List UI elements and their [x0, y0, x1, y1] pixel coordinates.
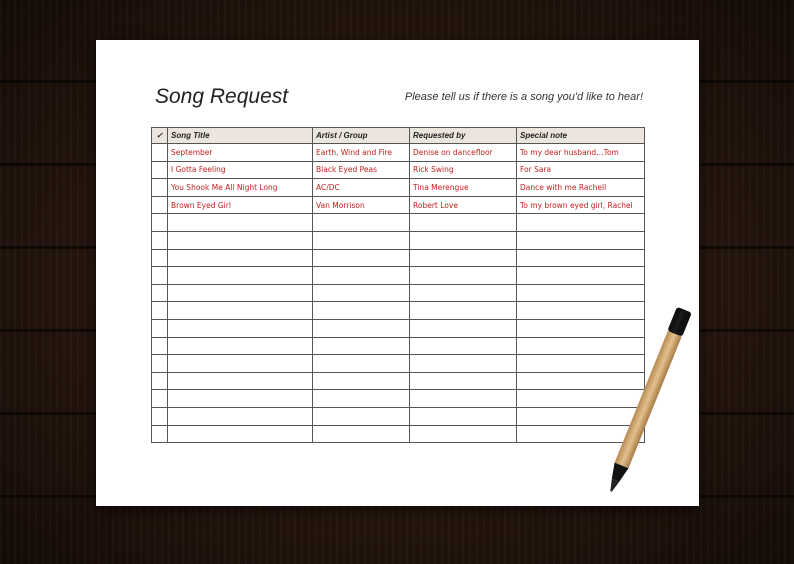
song-title-cell[interactable]: I Gotta Feeling: [168, 161, 313, 179]
song-title-cell[interactable]: [168, 390, 313, 408]
table-row: [152, 249, 645, 267]
artist-cell[interactable]: [313, 249, 410, 267]
column-header-artist: Artist / Group: [313, 128, 410, 144]
artist-cell[interactable]: [313, 267, 410, 285]
special-note-cell[interactable]: [517, 231, 645, 249]
requested-by-cell[interactable]: [410, 337, 517, 355]
artist-cell[interactable]: [313, 302, 410, 320]
requested-by-cell[interactable]: Rick Swing: [410, 161, 517, 179]
requested-by-cell[interactable]: [410, 390, 517, 408]
checkbox-cell[interactable]: [152, 144, 168, 162]
pen-icon: [588, 290, 708, 500]
artist-cell[interactable]: [313, 425, 410, 443]
artist-cell[interactable]: [313, 319, 410, 337]
requested-by-cell[interactable]: Denise on dancefloor: [410, 144, 517, 162]
checkbox-cell[interactable]: [152, 284, 168, 302]
artist-cell[interactable]: [313, 355, 410, 373]
artist-cell[interactable]: [313, 407, 410, 425]
song-title-cell[interactable]: [168, 231, 313, 249]
song-title-cell[interactable]: [168, 319, 313, 337]
checkbox-cell[interactable]: [152, 355, 168, 373]
requested-by-cell[interactable]: Tina Merengue: [410, 179, 517, 197]
checkbox-cell[interactable]: [152, 302, 168, 320]
artist-cell[interactable]: Black Eyed Peas: [313, 161, 410, 179]
song-title-cell[interactable]: [168, 284, 313, 302]
special-note-cell[interactable]: [517, 249, 645, 267]
song-request-table: [151, 127, 645, 443]
special-note-cell[interactable]: To my brown eyed girl, Rachel: [517, 196, 645, 214]
column-header-special-note: Special note: [517, 128, 645, 144]
checkbox-cell[interactable]: [152, 337, 168, 355]
table-row: [152, 302, 645, 320]
song-title-cell[interactable]: Brown Eyed Girl: [168, 196, 313, 214]
song-title-cell[interactable]: [168, 337, 313, 355]
requested-by-cell[interactable]: [410, 267, 517, 285]
requested-by-cell[interactable]: [410, 284, 517, 302]
checkbox-cell[interactable]: [152, 407, 168, 425]
table-row: [152, 196, 645, 214]
table-row: [152, 144, 645, 162]
song-title-cell[interactable]: You Shook Me All Night Long: [168, 179, 313, 197]
artist-cell[interactable]: [313, 231, 410, 249]
table-row: [152, 161, 645, 179]
song-title-cell[interactable]: [168, 249, 313, 267]
special-note-cell[interactable]: [517, 267, 645, 285]
table-row: [152, 231, 645, 249]
table-row: [152, 407, 645, 425]
page-subtitle: Please tell us if there is a song you'd like to hear!: [404, 91, 643, 103]
table-row: [152, 214, 645, 232]
song-title-cell[interactable]: [168, 267, 313, 285]
checkbox-cell[interactable]: [152, 179, 168, 197]
table-header-row: [152, 128, 645, 144]
requested-by-cell[interactable]: Robert Love: [410, 196, 517, 214]
table-row: [152, 355, 645, 373]
requested-by-cell[interactable]: [410, 407, 517, 425]
song-title-cell[interactable]: [168, 214, 313, 232]
requested-by-cell[interactable]: [410, 302, 517, 320]
song-title-cell[interactable]: [168, 407, 313, 425]
requested-by-cell[interactable]: [410, 319, 517, 337]
artist-cell[interactable]: [313, 284, 410, 302]
song-title-cell[interactable]: [168, 425, 313, 443]
requested-by-cell[interactable]: [410, 214, 517, 232]
table-row: [152, 425, 645, 443]
requested-by-cell[interactable]: [410, 355, 517, 373]
column-header-song-title: Song Title: [168, 128, 313, 144]
page-title: Song Request: [155, 85, 289, 108]
table-row: [152, 319, 645, 337]
checkbox-cell[interactable]: [152, 267, 168, 285]
artist-cell[interactable]: [313, 372, 410, 390]
requested-by-cell[interactable]: [410, 425, 517, 443]
checkbox-cell[interactable]: [152, 390, 168, 408]
requested-by-cell[interactable]: [410, 231, 517, 249]
artist-cell[interactable]: [313, 337, 410, 355]
artist-cell[interactable]: [313, 214, 410, 232]
table-row: [152, 284, 645, 302]
song-title-cell[interactable]: September: [168, 144, 313, 162]
checkbox-cell[interactable]: [152, 372, 168, 390]
artist-cell[interactable]: AC/DC: [313, 179, 410, 197]
special-note-cell[interactable]: Dance with me Rachell: [517, 179, 645, 197]
song-title-cell[interactable]: [168, 372, 313, 390]
checkbox-cell[interactable]: [152, 214, 168, 232]
special-note-cell[interactable]: For Sara: [517, 161, 645, 179]
requested-by-cell[interactable]: [410, 249, 517, 267]
artist-cell[interactable]: [313, 390, 410, 408]
checkbox-cell[interactable]: [152, 196, 168, 214]
checkbox-cell[interactable]: [152, 249, 168, 267]
checkmark-icon: ✓: [152, 128, 168, 144]
checkbox-cell[interactable]: [152, 231, 168, 249]
table-row: [152, 179, 645, 197]
table-row: [152, 267, 645, 285]
song-title-cell[interactable]: [168, 302, 313, 320]
table-row: [152, 337, 645, 355]
song-title-cell[interactable]: [168, 355, 313, 373]
special-note-cell[interactable]: To my dear husband…Tom: [517, 144, 645, 162]
table-row: [152, 372, 645, 390]
checkbox-cell[interactable]: [152, 161, 168, 179]
table-row: [152, 390, 645, 408]
column-header-requested-by: Requested by: [410, 128, 517, 144]
requested-by-cell[interactable]: [410, 372, 517, 390]
checkbox-cell[interactable]: [152, 319, 168, 337]
artist-cell[interactable]: Earth, Wind and Fire: [313, 144, 410, 162]
artist-cell[interactable]: Van Morrison: [313, 196, 410, 214]
special-note-cell[interactable]: [517, 214, 645, 232]
checkbox-cell[interactable]: [152, 425, 168, 443]
